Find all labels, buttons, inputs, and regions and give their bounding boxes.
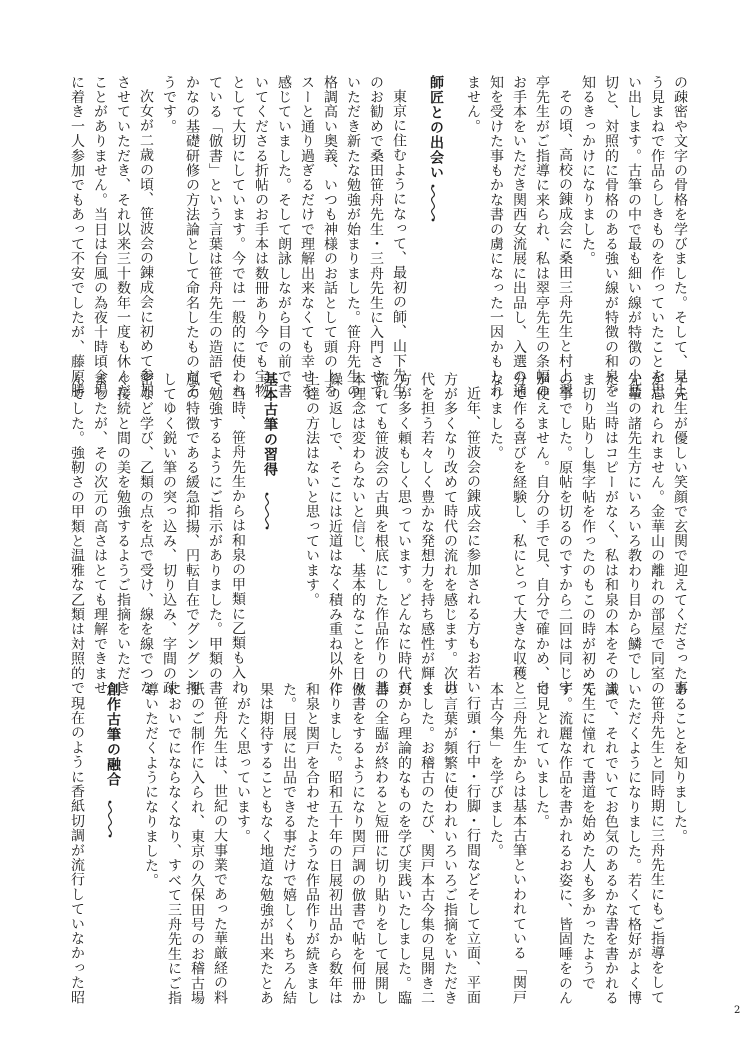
text-column: として大切にしています。今では一般的に使われ: [230, 75, 246, 399]
text-column: が忘れられません。金華山の離れの部屋で同室の: [649, 372, 665, 696]
text-column: うです。: [161, 75, 177, 134]
text-column: 密など学び、乙類の点を点で受け、線を線でつな: [138, 372, 154, 696]
text-column: 現在のように香紙切調が流行していなかった昭: [69, 696, 85, 1005]
text-column: ません。: [465, 75, 481, 134]
text-column: んでした。強靭さの甲類と温雅な乙類は対照的で: [69, 372, 85, 696]
text-column: 近年、笹波会の錬成会に参加される方もお若い: [465, 386, 481, 695]
text-column: た。当時はコピーがなく、私は和泉の本をそのま: [603, 372, 619, 696]
page-number: 2: [734, 1005, 741, 1016]
text-column: してゆく鋭い筆の突っ込み、切り込み、字間の疎: [161, 372, 177, 696]
text-column: ました。お稽古のたび、関戸本古今集の見開き二: [419, 682, 435, 1006]
text-column: う見まねで作品らしきものを作っていたことを思: [649, 75, 665, 399]
text-column: 流れても笹波会の古典を根底にした作品作りの基: [373, 372, 389, 696]
text-column: 本古今集」を学びました。: [488, 682, 504, 859]
text-column: 導いただくようになりました。: [143, 682, 159, 888]
text-column: 識で、それでいてお色気のあるかな書を書かれる: [603, 682, 619, 1006]
text-column: ましたが、その次元の高さはとても理解できませ: [92, 372, 108, 696]
text-column: 笹舟先生は、世紀の大事業であった華厳経の料: [212, 696, 228, 1005]
text-column: ことがありません。当日は台風の為夜十時頃会場: [92, 75, 108, 399]
text-column: 三舟先生からは基本古筆といわれている「関戸: [511, 696, 527, 1005]
text-column: い出します。古筆の中で最も細い線が特徴の小島: [626, 75, 642, 399]
section-heading-master: 師匠との出会い: [428, 75, 444, 180]
text-column: 果は期待することもなく地道な勉強が出来たとあ: [258, 682, 274, 1006]
text-column: 東京に住むようになって、最初の師、山下先生: [391, 89, 407, 398]
text-column: 知るきっかけになりました。: [580, 75, 596, 267]
text-column: 感じていました。そして朗詠しながら目の前で書: [276, 75, 292, 399]
text-column: の事でした。原帖を切るのですから二回は同じ字: [557, 372, 573, 696]
scroll-ornament-icon: [426, 184, 440, 222]
text-column: その頃、高校の錬成会に桑田三舟先生と村上翠: [557, 89, 573, 398]
text-column: なりました。: [488, 372, 504, 461]
text-column: 切と、対照的に骨格のある強い線が特徴の和泉を: [603, 75, 619, 399]
text-column: た。日展に出品できる事だけで嬉しくもちろん結: [281, 682, 297, 1006]
section-heading-kihon: 基本古筆の習得: [262, 372, 278, 477]
text-column: 格調高い奥義、いつも神様のお話として頭の上を: [322, 75, 338, 399]
scroll-ornament-icon: [103, 800, 117, 838]
text-column: においでにならなくなり、すべて三舟先生にご指: [166, 682, 182, 1006]
text-column: 作りました。昭和五十年の日展初出品から数年は: [327, 682, 343, 1006]
text-column: ま切り貼りし集字帖を作ったのもこの時が初めて: [580, 372, 596, 696]
text-column: 繰り返しで、そこには近道はなく積み重ね以外に: [327, 372, 343, 696]
text-column: の言葉が頻繁に使われいろいろご指摘をいただき: [442, 682, 458, 1006]
text-column: 次女が二歳の頃、笹波会の錬成会に初めて参加: [138, 89, 154, 398]
text-column: ている「倣書」という言葉は笹舟先生の造語で、: [207, 75, 223, 399]
text-column: 行頭・行中・行脚・行間などそして立面、平面: [465, 696, 481, 1005]
text-column: 和泉と関戸を合わせたような作品作りが続きまし: [304, 682, 320, 1006]
text-column: 先輩の諸先生方にいろいろ教わり目から鱗でし: [626, 372, 642, 681]
text-column: 紙のご制作に入られ、東京の久保田号のお稽古場: [189, 682, 205, 1006]
text-column: の疎密や文字の骨格を学びました。そして、見よ: [672, 75, 688, 399]
text-column: 書の全臨が終わると短冊に切り貼りをして展開し: [373, 682, 389, 1006]
text-column: に着き一人参加でもあって不安でしたが、藤原勝: [69, 75, 85, 399]
text-column: 当時、笹舟先生からは和泉の甲類に乙類も入れ: [230, 386, 246, 695]
text-column: 代を担う若々しく豊かな発想力を持ち感性が輝く: [419, 372, 435, 696]
text-column: ぐ接続と間の美を勉強するようご指摘をいただき: [115, 372, 131, 696]
text-column: す。流麗な作品を書かれるお姿に、皆固唾をのん: [557, 682, 573, 1006]
text-column: 風の特徴である緩急抑揚、円転自在でグングン押: [184, 372, 200, 696]
text-column: 子先生が優しい笑顔で玄関で迎えてくださった事: [672, 372, 688, 696]
text-column: 分で作る喜びを経験し、私にとって大きな収穫と: [511, 372, 527, 696]
text-column: のお勧めで桑田笹舟先生・三舟先生に入門させて: [368, 75, 384, 399]
text-column: 亭先生がご指導に来られ、私は翠亭先生の条幅の: [534, 75, 550, 399]
text-column: 倣書をするようになり関戸調の倣書で帖を何冊か: [350, 682, 366, 1006]
text-column: で見とれていました。: [534, 682, 550, 829]
text-column: 笹舟先生と同時期に三舟先生にもご指導をして: [649, 696, 665, 1005]
text-column: 知を受けた事もかな書の虜になった一因かもしれ: [488, 75, 504, 399]
scroll-ornament-icon: [260, 492, 274, 530]
text-column: 先生に憧れて書道を始めた人も多かったようで: [580, 682, 596, 991]
text-column: 方が多くなり改めて時代の流れを感じます。次世: [442, 372, 458, 696]
text-column: いただくようになりました。若くて格好がよく博: [626, 682, 642, 1006]
text-column: お手本をいただき関西女流展に出品し、入選の通: [511, 75, 527, 399]
text-column: 方が多く頼もしく思っています。どんなに時代が: [396, 372, 412, 696]
text-column: て勉強するようにご指示がありました。甲類の書: [207, 372, 223, 696]
text-column: いただき新たな勉強が始まりました。笹舟先生の: [345, 75, 361, 399]
text-column: いてくださる折帖のお手本は数冊あり今でも宝物: [253, 75, 269, 399]
text-column: 頁から理論的なものを学び実践いたしました。臨: [396, 682, 412, 1006]
text-column: 本理念は変わらないと信じ、基本的なことを日々: [350, 372, 366, 696]
text-column: が使えません。自分の手で見、自分で確かめ、自: [534, 372, 550, 696]
text-column: スーと通り過ぎるだけで理解出来なくても幸せを: [299, 75, 315, 399]
text-column: 上達の方法はないと思っています。: [304, 372, 320, 608]
text-column: りがたく思っています。: [235, 682, 251, 844]
text-column: させていただき、それ以来三十数年一度も休んだ: [115, 75, 131, 399]
text-column: かなの基礎研修の方法論として命名したものだそ: [184, 75, 200, 399]
section-heading-sosaku: 創作古筆の融合: [105, 682, 121, 787]
text-column: あることを知りました。: [672, 682, 688, 844]
